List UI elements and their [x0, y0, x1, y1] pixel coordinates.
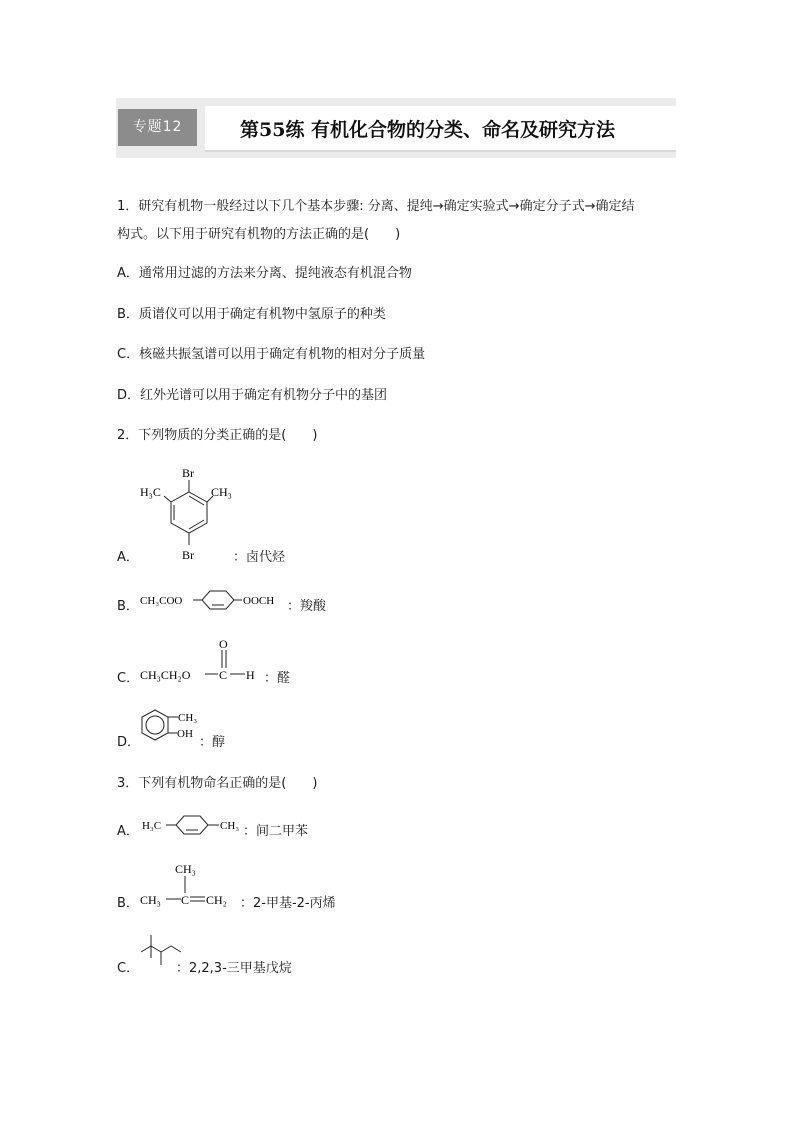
- q3-b-ch3-left: CH₃: [140, 893, 161, 907]
- q3-option-b-suffix: ：2-甲基-2-丙烯: [240, 896, 336, 911]
- q1-stem-line1: 1．研究有机物一般经过以下几个基本步骤: 分离、提纯→确定实验式→确定分子式→确定结: [117, 199, 635, 214]
- q3-a-ch3: CH₃: [220, 820, 240, 832]
- q2-option-c-label: C．: [117, 671, 140, 686]
- q1-option-d: D．红外光谱可以用于确定有机物分子中的基团: [117, 388, 388, 403]
- q3-option-c-suffix: ：2,2,3-三甲基戊烷: [176, 961, 292, 976]
- q3-a-structure: [138, 811, 250, 839]
- q2-d-structure: [137, 706, 203, 750]
- q2-d-ch3: CH₃: [178, 712, 198, 724]
- page-title: 第55练 有机化合物的分类、命名及研究方法: [240, 119, 616, 141]
- q2-d-oh: OH: [177, 728, 193, 740]
- q2-c-carbon: C: [219, 668, 228, 682]
- q3-option-a-suffix: ：间二甲苯: [243, 824, 309, 839]
- q2-c-chain: CH₃CH₂O: [140, 668, 191, 682]
- q2-c-hydrogen: H: [246, 668, 255, 682]
- q2-option-b-label: B．: [117, 599, 139, 614]
- q2-c-o-top: O: [219, 637, 228, 651]
- q3-b-structure: [138, 858, 248, 910]
- q2-option-a-label: A．: [117, 550, 139, 565]
- q2-a-br-bottom: Br: [182, 548, 194, 562]
- q2-a-ch3: CH₃: [211, 485, 232, 499]
- q3-stem: 3．下列有机物命名正确的是( ): [117, 776, 318, 791]
- q3-option-a-label: A．: [117, 824, 139, 839]
- q2-a-br-top: Br: [182, 466, 194, 480]
- q2-option-d-label: D．: [117, 735, 141, 750]
- q2-option-c-suffix: ：醛: [264, 671, 291, 686]
- q1-option-a: A．通常用过滤的方法来分离、提纯液态有机混合物: [117, 266, 412, 281]
- q3-b-carbon: C: [181, 893, 190, 907]
- q2-b-left: CH₃COO: [140, 595, 183, 607]
- q2-a-h3c: H₃C: [140, 485, 161, 499]
- q2-stem: 2．下列物质的分类正确的是( ): [117, 428, 318, 443]
- topic-tag: 专题12: [118, 109, 197, 146]
- q1-option-c: C．核磁共振氢谱可以用于确定有机物的相对分子质量: [117, 347, 426, 362]
- q2-option-a-suffix: ：卤代烃: [233, 550, 286, 565]
- q3-option-c-label: C．: [117, 961, 140, 976]
- q1-stem-line2: 构式。以下用于研究有机物的方法正确的是( ): [117, 227, 401, 242]
- q2-a-structure: [134, 462, 244, 564]
- q3-option-b-label: B．: [117, 896, 139, 911]
- q3-b-ch2: CH₂: [206, 893, 227, 907]
- q2-b-structure: [138, 586, 288, 614]
- q1-option-b: B．质谱仪可以用于确定有机物中氢原子的种类: [117, 307, 386, 322]
- q2-option-b-suffix: ：羧酸: [287, 599, 327, 614]
- q2-option-d-suffix: ：醇: [199, 735, 226, 750]
- q2-c-structure: [138, 634, 268, 686]
- q3-b-ch3-top: CH₃: [175, 862, 196, 876]
- q3-a-h3c: H₃C: [142, 820, 162, 832]
- q2-b-right: OOCH: [243, 595, 275, 607]
